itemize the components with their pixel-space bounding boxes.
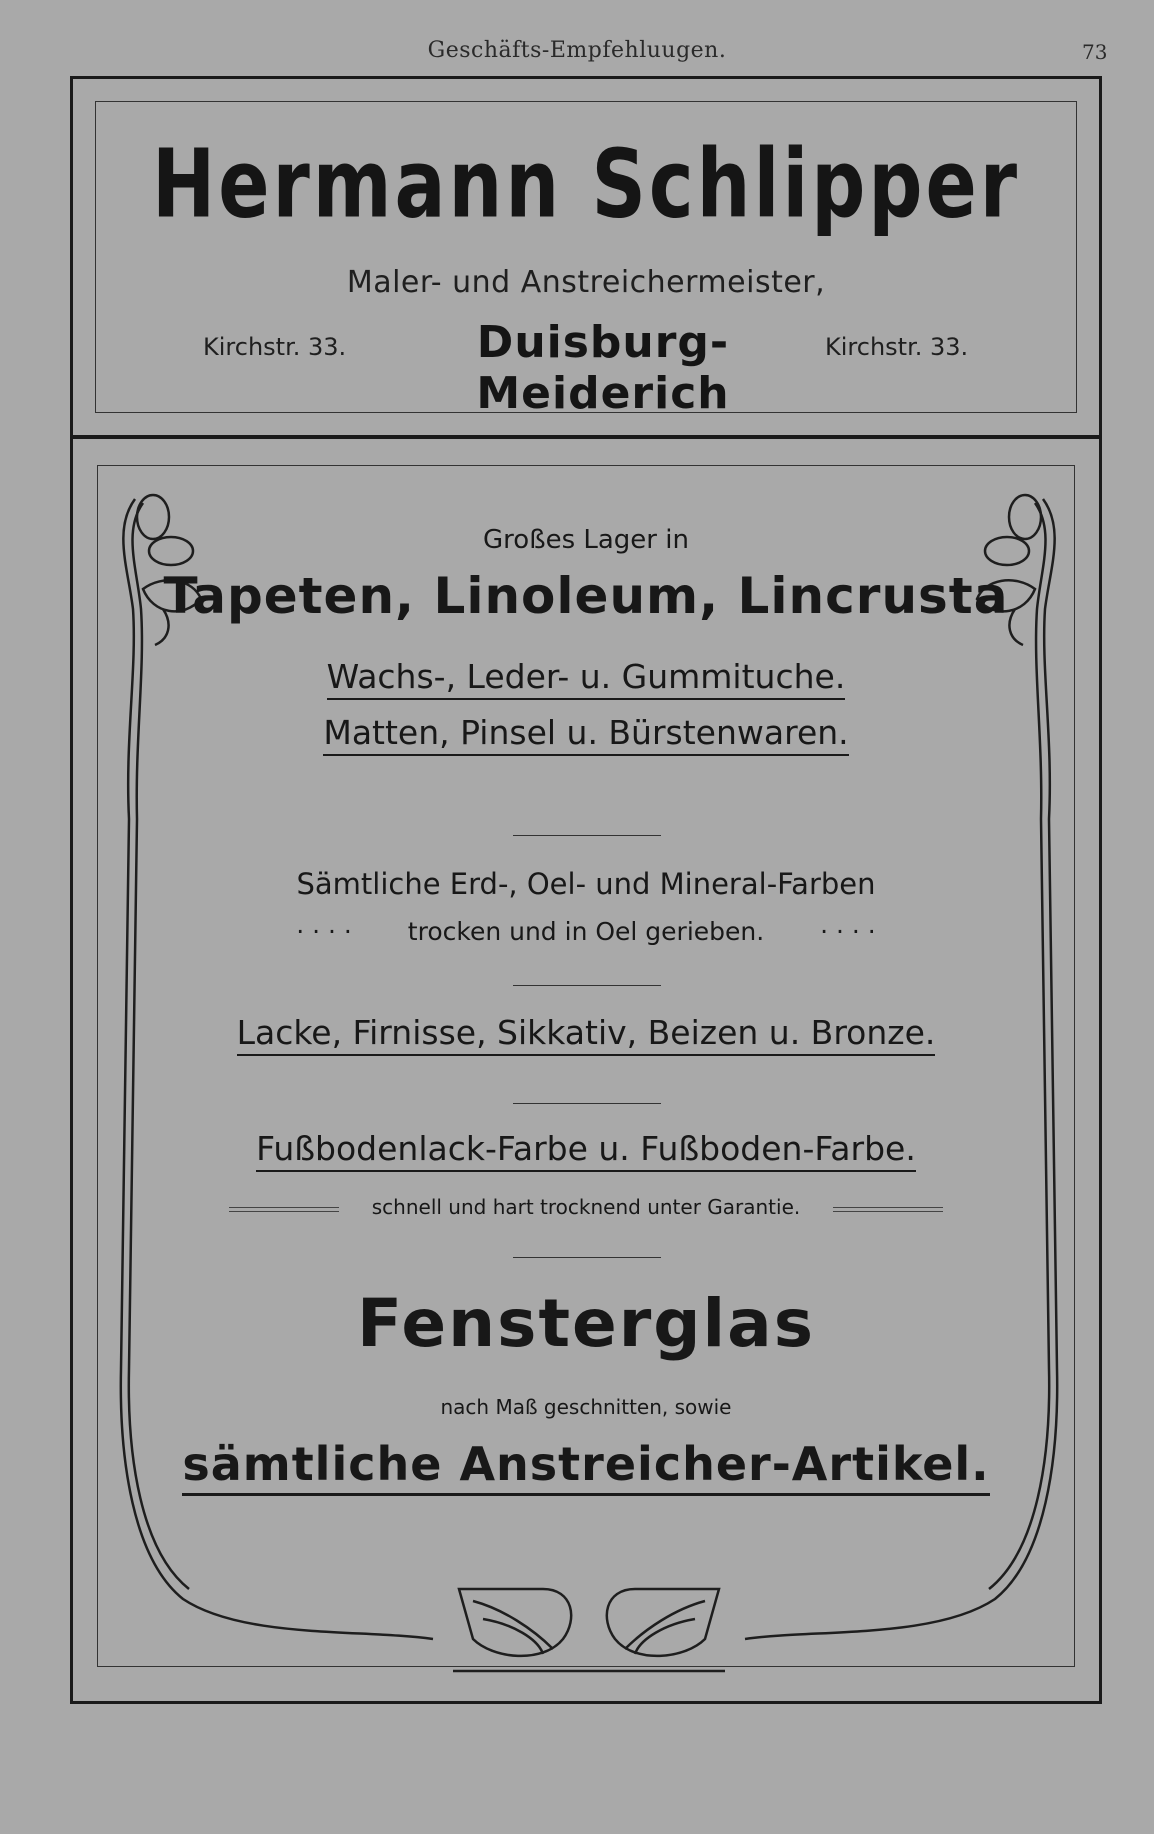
decor-rule-right [833, 1207, 943, 1212]
goods-line-2: Matten, Pinsel u. Bürstenwaren. [323, 713, 848, 756]
goods-line-2-row [73, 713, 1099, 756]
glass-note: nach Maß geschnitten, sowie [440, 1395, 732, 1419]
address-left: Kirchstr. 33. [203, 333, 347, 361]
divider-rule [513, 1257, 661, 1258]
address-right: Kirchstr. 33. [825, 333, 969, 361]
floor-row [73, 1129, 1099, 1172]
goods-line-1-row [73, 657, 1099, 700]
goods-line-1: Wachs-, Leder- u. Gummituche. [327, 657, 846, 700]
varnish-line: Lacke, Firnisse, Sikkativ, Beizen u. Bronze. [237, 1013, 936, 1056]
running-title: Geschäfts-Empfehluugen. [427, 38, 727, 63]
headline-wallpaper: Tapeten, Linoleum, Lincrusta [163, 567, 1009, 625]
art-nouveau-ornament [73, 439, 1105, 1707]
dots-left: · · · · [296, 917, 352, 946]
divider-rule [513, 985, 661, 986]
divider-rule [513, 1103, 661, 1104]
trade-description: Maler- und Anstreichermeister, [346, 265, 826, 300]
colors-line-2: trocken und in Oel gerieben. [407, 917, 765, 946]
advertisement-schlipper [70, 76, 1102, 438]
colors-line-2-row [73, 917, 1099, 946]
colors-line-1: Sämtliche Erd-, Oel- und Mineral-Farben [296, 867, 876, 901]
page-number: 73 [1082, 40, 1108, 64]
closing-line: sämtliche Anstreicher-Artikel. [182, 1437, 989, 1496]
varnish-row [73, 1013, 1099, 1056]
city-name: Duisburg-Meiderich [476, 317, 730, 419]
dots-right: · · · · [820, 917, 876, 946]
glass-headline: Fensterglas [357, 1285, 815, 1362]
floor-line: Fußbodenlack-Farbe u. Fußboden-Farbe. [256, 1129, 916, 1172]
floor-note: schnell und hart trocknend unter Garantie. [371, 1195, 801, 1219]
intro-text: Großes Lager in [483, 525, 689, 555]
divider-rule [513, 835, 661, 836]
company-name: Hermann Schlipper [152, 129, 1020, 239]
advertisement-goods [70, 436, 1102, 1704]
closing-row [73, 1437, 1099, 1496]
